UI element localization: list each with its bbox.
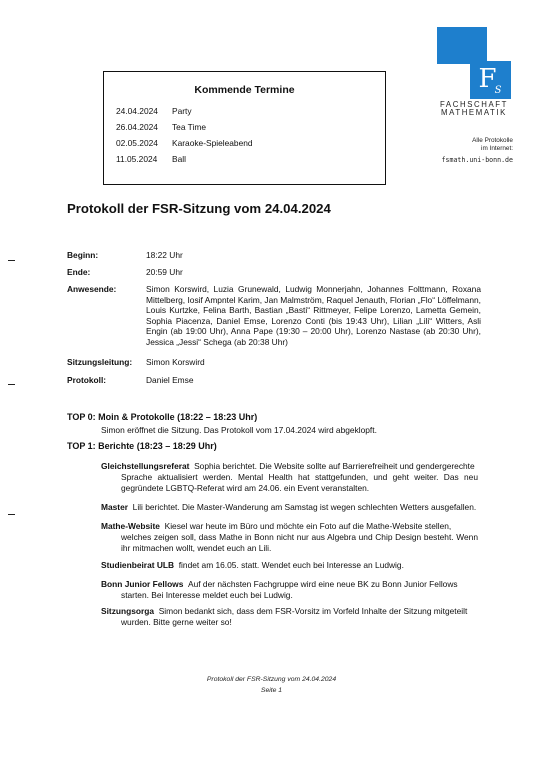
attendees-list: Simon Korswird, Luzia Grunewald, Ludwig Monnerjahn, Johannes Folttmann, Roxana Mittelberg, Iosif Ampntel Karim, Jan Malmström, Raquel Jenauth, Florian „Flo“ Löffelmann, Louis Kurtzke, Felina Barth, Bastian „Basti“ Rittmeyer, Felipe Lorenzo, Lametta Gemein, Sophia Piacenza, Daniel Emse, Lorenzo Conti (bis 19:43 Uhr), Lilian „Lili“ Witters, Asli Engin (ab 19:00 Uhr), Anna Pape (19:30 – 20:00 Uhr), Lorenzo Nastase (ab 20:30 Uhr), Jessica „Jessi“ Schega (ab 20:38 Uhr) <box>146 284 481 347</box>
chair-label: Sitzungsleitung: <box>67 357 133 367</box>
page-number: Seite 1 <box>260 687 283 694</box>
attendees-label: Anwesende: <box>67 284 117 294</box>
chair-value: Simon Korswird <box>146 357 205 367</box>
logo-square-top <box>437 27 487 64</box>
report-mathe-website <box>101 521 478 554</box>
archive-note-line2: im Internet: <box>481 145 513 152</box>
upcoming-events-title: Kommende Termine <box>194 84 295 96</box>
report-text: findet am 16.05. statt. Wendet euch bei Interesse an Ludwig. <box>178 560 404 570</box>
end-value: 20:59 Uhr <box>146 267 183 277</box>
margin-mark <box>8 260 15 261</box>
logo-text-line2: MATHEMATIK <box>441 108 507 117</box>
report-bonn-junior-fellows <box>101 579 478 601</box>
page-title: Protokoll der FSR-Sitzung vom 24.04.2024 <box>67 201 331 216</box>
archive-url: fsmath.uni-bonn.de <box>441 156 513 164</box>
start-label: Beginn: <box>67 250 99 260</box>
top1-heading: TOP 1: Berichte (18:23 – 18:29 Uhr) <box>67 441 217 451</box>
minutes-label: Protokoll: <box>67 375 107 385</box>
event-row: 11.05.2024 Ball <box>116 154 186 164</box>
margin-mark <box>8 514 15 515</box>
top0-text: Simon eröffnet die Sitzung. Das Protokoll vom 17.04.2024 wird abgeklopft. <box>101 425 377 435</box>
report-text-cont: Sprache aktualisiert werden. Mental Health hat stattgefunden, und geht weiter. Das neu gegründete LGBTQ-Referat wird am 24.06. ein Event veranstalten. <box>121 472 478 493</box>
event-row: 26.04.2024 Tea Time <box>116 122 206 132</box>
report-text-cont: welches zeigen soll, dass Mathe in Bonn nicht nur aus Algebra und Chip Design besteht. Wenn ihr mitmachen wollt, wendet euch an Lili. <box>121 532 478 553</box>
report-text: Simon bedankt sich, dass dem FSR-Vorsitz im Vorfeld Inhalte der Sitzung mitgeteilt <box>158 606 468 616</box>
logo-text-line1: FACHSCHAFT <box>440 100 508 109</box>
report-studienbeirat <box>101 560 478 571</box>
report-sitzungsorga <box>101 606 478 628</box>
footer-title: Protokoll der FSR-Sitzung vom 24.04.2024 <box>206 676 337 683</box>
report-label: Mathe-Website <box>101 521 160 531</box>
end-label: Ende: <box>67 267 91 277</box>
minutes-value: Daniel Emse <box>146 375 194 385</box>
top0-heading: TOP 0: Moin & Protokolle (18:22 – 18:23 Uhr) <box>67 412 258 422</box>
event-row: 02.05.2024 Karaoke-Spieleabend <box>116 138 253 148</box>
report-text: Kiesel war heute im Büro und möchte ein Foto auf die Mathe-Website stellen, <box>164 521 452 531</box>
report-label: Sitzungsorga <box>101 606 155 616</box>
start-value: 18:22 Uhr <box>146 250 183 260</box>
logo-monogram: $F_S$ <box>478 64 502 96</box>
archive-note-line1: Alle Protokolle <box>472 137 513 144</box>
report-text: Auf der nächsten Fachgruppe wird eine neue BK zu Bonn Junior Fellows <box>188 579 458 589</box>
report-master <box>101 502 478 513</box>
report-text-cont: wurden. Bitte gerne weiter so! <box>121 617 232 627</box>
report-text: Lili berichtet. Die Master-Wanderung am Samstag ist wegen schlechten Wetters ausgefallen. <box>132 502 477 512</box>
upcoming-events-box <box>103 71 386 185</box>
margin-mark <box>8 384 15 385</box>
report-label: Studienbeirat ULB <box>101 560 175 570</box>
report-label: Master <box>101 502 128 512</box>
report-label: Bonn Junior Fellows <box>101 579 184 589</box>
report-gleichstellung <box>101 461 478 494</box>
report-label: Gleichstellungsreferat <box>101 461 190 471</box>
report-text-cont: starten. Bei Interesse meldet euch bei Ludwig. <box>121 590 293 600</box>
event-row: 24.04.2024 Party <box>116 106 192 116</box>
report-text: Sophia berichtet. Die Website sollte auf Barrierefreiheit und gendergerechte <box>194 461 475 471</box>
